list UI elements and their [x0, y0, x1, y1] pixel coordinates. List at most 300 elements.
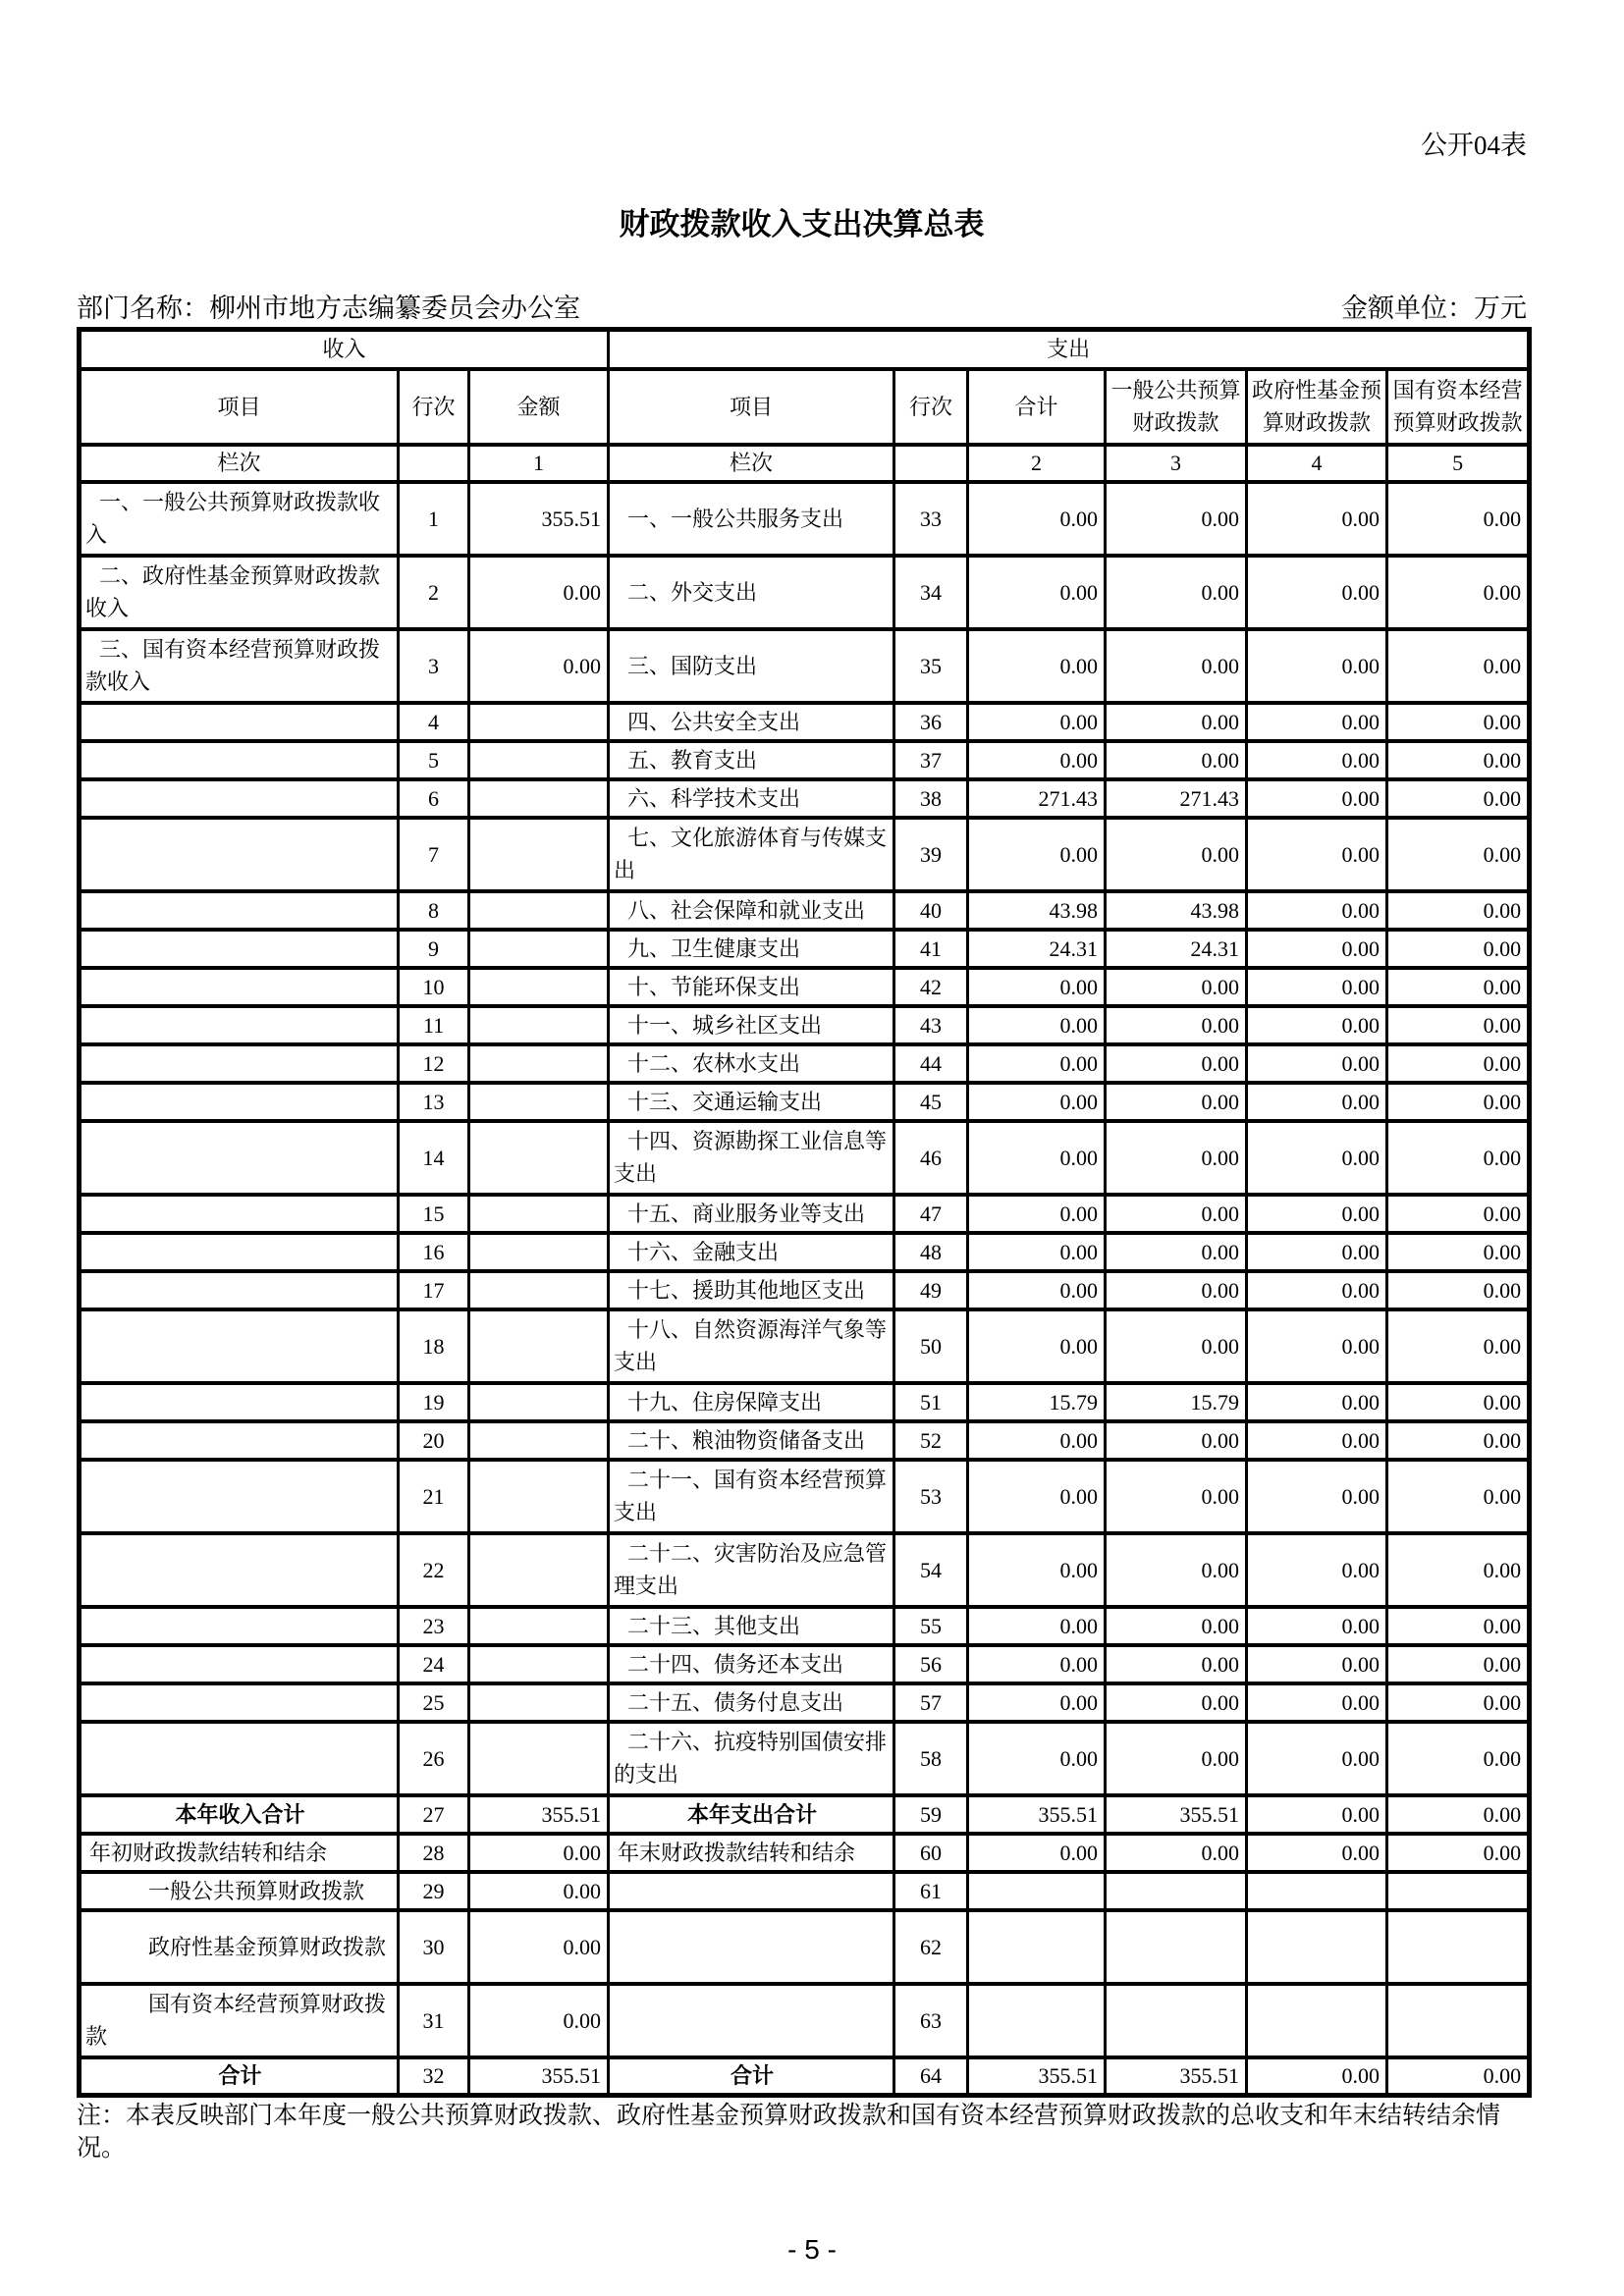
colindex-income-label: 栏次 [80, 445, 399, 482]
cell-gov-fund: 0.00 [1247, 1233, 1387, 1271]
cell-income-amount [469, 1683, 609, 1722]
table-row [80, 818, 1530, 891]
cell-general-budget: 0.00 [1106, 1195, 1247, 1233]
cell-general-budget: 0.00 [1106, 1421, 1247, 1460]
cell-income-item [80, 741, 399, 779]
cell-gov-fund: 0.00 [1247, 1121, 1387, 1195]
cell-expense-item: 十五、商业服务业等支出 [609, 1195, 894, 1233]
cell-income-amount [469, 1121, 609, 1195]
cell-expense-row: 51 [894, 1383, 968, 1421]
table-row [80, 482, 1530, 556]
cell-income-row: 11 [399, 1006, 469, 1044]
colindex-total: 2 [968, 445, 1106, 482]
cell-general-budget [1106, 1872, 1247, 1910]
column-header-row [80, 369, 1530, 445]
cell-income-amount [469, 703, 609, 741]
table-row [80, 1683, 1530, 1722]
table-head [80, 330, 1530, 482]
cell-income-amount [469, 930, 609, 968]
cell-state-capital: 0.00 [1387, 1834, 1530, 1872]
table-row [80, 1195, 1530, 1233]
cell-total: 0.00 [968, 1006, 1106, 1044]
cell-expense-row: 48 [894, 1233, 968, 1271]
cell-expense-row: 33 [894, 482, 968, 556]
col-header-income-amount: 金额 [469, 369, 609, 445]
cell-total: 0.00 [968, 1044, 1106, 1083]
cell-gov-fund [1247, 1872, 1387, 1910]
cell-income-amount [469, 1533, 609, 1607]
cell-general-budget: 0.00 [1106, 1607, 1247, 1645]
cell-income-amount [469, 1645, 609, 1683]
cell-general-budget: 0.00 [1106, 629, 1247, 703]
cell-total [968, 1984, 1106, 2057]
cell-gov-fund: 0.00 [1247, 1383, 1387, 1421]
cell-general-budget: 0.00 [1106, 1683, 1247, 1722]
cell-income-item [80, 1722, 399, 1795]
cell-gov-fund: 0.00 [1247, 1683, 1387, 1722]
cell-gov-fund: 0.00 [1247, 1533, 1387, 1607]
cell-gov-fund: 0.00 [1247, 1006, 1387, 1044]
cell-expense-row: 54 [894, 1533, 968, 1607]
table-body [80, 482, 1530, 2096]
table-row [80, 1233, 1530, 1271]
cell-expense-row: 41 [894, 930, 968, 968]
cell-income-row: 21 [399, 1460, 469, 1533]
cell-expense-row: 46 [894, 1121, 968, 1195]
col-header-state-capital: 国有资本经营预算财政拨款 [1387, 369, 1530, 445]
cell-income-amount [469, 1006, 609, 1044]
cell-state-capital [1387, 1984, 1530, 2057]
cell-expense-row: 57 [894, 1683, 968, 1722]
cell-total: 0.00 [968, 968, 1106, 1006]
cell-general-budget: 0.00 [1106, 1460, 1247, 1533]
cell-income-row: 8 [399, 891, 469, 930]
cell-state-capital: 0.00 [1387, 1533, 1530, 1607]
cell-income-amount [469, 1383, 609, 1421]
cell-gov-fund: 0.00 [1247, 1044, 1387, 1083]
cell-state-capital [1387, 1910, 1530, 1984]
cell-income-amount [469, 891, 609, 930]
cell-total: 24.31 [968, 930, 1106, 968]
cell-gov-fund: 0.00 [1247, 1795, 1387, 1834]
cell-total: 0.00 [968, 1271, 1106, 1309]
cell-income-amount [469, 1421, 609, 1460]
cell-gov-fund: 0.00 [1247, 1645, 1387, 1683]
table-row [80, 1722, 1530, 1795]
table-row [80, 2057, 1530, 2096]
cell-income-amount [469, 779, 609, 818]
cell-expense-item: 十二、农林水支出 [609, 1044, 894, 1083]
cell-expense-row: 60 [894, 1834, 968, 1872]
cell-income-amount: 0.00 [469, 1834, 609, 1872]
cell-general-budget: 0.00 [1106, 1083, 1247, 1121]
cell-gov-fund: 0.00 [1247, 703, 1387, 741]
cell-total: 0.00 [968, 1233, 1106, 1271]
cell-expense-item [609, 1984, 894, 2057]
cell-state-capital: 0.00 [1387, 930, 1530, 968]
cell-state-capital: 0.00 [1387, 1195, 1530, 1233]
cell-general-budget: 0.00 [1106, 741, 1247, 779]
cell-expense-item: 二十二、灾害防治及应急管理支出 [609, 1533, 894, 1607]
cell-income-amount [469, 1195, 609, 1233]
cell-income-amount [469, 1083, 609, 1121]
cell-general-budget [1106, 1910, 1247, 1984]
cell-total: 0.00 [968, 482, 1106, 556]
cell-total: 0.00 [968, 741, 1106, 779]
cell-state-capital: 0.00 [1387, 629, 1530, 703]
cell-state-capital: 0.00 [1387, 482, 1530, 556]
table-row [80, 779, 1530, 818]
table-row [80, 1872, 1530, 1910]
cell-state-capital: 0.00 [1387, 1121, 1530, 1195]
cell-expense-item: 三、国防支出 [609, 629, 894, 703]
cell-income-item [80, 1083, 399, 1121]
cell-general-budget: 0.00 [1106, 1722, 1247, 1795]
cell-income-item: 一般公共预算财政拨款 [80, 1872, 399, 1910]
cell-expense-row: 47 [894, 1195, 968, 1233]
group-header-expense: 支出 [609, 330, 1530, 369]
cell-expense-row: 53 [894, 1460, 968, 1533]
cell-general-budget: 24.31 [1106, 930, 1247, 968]
cell-gov-fund: 0.00 [1247, 741, 1387, 779]
cell-general-budget: 355.51 [1106, 1795, 1247, 1834]
cell-state-capital: 0.00 [1387, 1607, 1530, 1645]
cell-general-budget: 0.00 [1106, 1533, 1247, 1607]
cell-expense-row: 58 [894, 1722, 968, 1795]
cell-total: 43.98 [968, 891, 1106, 930]
cell-general-budget: 0.00 [1106, 482, 1247, 556]
group-header-income: 收入 [80, 330, 609, 369]
cell-income-item: 一、一般公共预算财政拨款收入 [80, 482, 399, 556]
cell-income-row: 14 [399, 1121, 469, 1195]
cell-gov-fund [1247, 1910, 1387, 1984]
col-header-expense-rownum: 行次 [894, 369, 968, 445]
cell-income-row: 5 [399, 741, 469, 779]
table-row [80, 1834, 1530, 1872]
cell-general-budget: 0.00 [1106, 1044, 1247, 1083]
cell-income-amount [469, 968, 609, 1006]
cell-total [968, 1910, 1106, 1984]
cell-state-capital: 0.00 [1387, 1309, 1530, 1383]
cell-income-amount: 355.51 [469, 1795, 609, 1834]
cell-expense-item: 二十五、债务付息支出 [609, 1683, 894, 1722]
table-row [80, 1533, 1530, 1607]
colindex-state-capital: 5 [1387, 445, 1530, 482]
cell-expense-item: 二、外交支出 [609, 556, 894, 629]
cell-state-capital [1387, 1872, 1530, 1910]
cell-gov-fund: 0.00 [1247, 556, 1387, 629]
cell-general-budget [1106, 1984, 1247, 2057]
cell-state-capital: 0.00 [1387, 1722, 1530, 1795]
cell-income-row: 15 [399, 1195, 469, 1233]
cell-gov-fund: 0.00 [1247, 968, 1387, 1006]
cell-income-item [80, 1271, 399, 1309]
cell-general-budget: 0.00 [1106, 1645, 1247, 1683]
cell-income-amount [469, 1044, 609, 1083]
colindex-gov-fund: 4 [1247, 445, 1387, 482]
cell-expense-item: 二十三、其他支出 [609, 1607, 894, 1645]
cell-income-row: 13 [399, 1083, 469, 1121]
cell-total: 0.00 [968, 1683, 1106, 1722]
cell-total [968, 1872, 1106, 1910]
cell-general-budget: 0.00 [1106, 556, 1247, 629]
cell-income-item: 政府性基金预算财政拨款 [80, 1910, 399, 1984]
cell-income-row: 7 [399, 818, 469, 891]
cell-general-budget: 0.00 [1106, 1233, 1247, 1271]
colindex-general-budget: 3 [1106, 445, 1247, 482]
cell-income-item [80, 1607, 399, 1645]
cell-expense-row: 44 [894, 1044, 968, 1083]
col-header-gov-fund: 政府性基金预算财政拨款 [1247, 369, 1387, 445]
cell-income-item [80, 891, 399, 930]
cell-income-item [80, 968, 399, 1006]
cell-income-row: 27 [399, 1795, 469, 1834]
table-row [80, 1984, 1530, 2057]
cell-gov-fund: 0.00 [1247, 1195, 1387, 1233]
table-row [80, 930, 1530, 968]
cell-total: 0.00 [968, 818, 1106, 891]
doc-label: 公开04表 [1421, 131, 1527, 160]
cell-gov-fund: 0.00 [1247, 482, 1387, 556]
cell-state-capital: 0.00 [1387, 1006, 1530, 1044]
cell-income-amount: 0.00 [469, 1984, 609, 2057]
cell-income-row: 32 [399, 2057, 469, 2096]
cell-expense-row: 36 [894, 703, 968, 741]
cell-income-amount [469, 741, 609, 779]
cell-general-budget: 0.00 [1106, 1271, 1247, 1309]
colindex-income-rownum-blank [399, 445, 469, 482]
cell-gov-fund: 0.00 [1247, 629, 1387, 703]
cell-income-item [80, 1006, 399, 1044]
cell-gov-fund: 0.00 [1247, 1607, 1387, 1645]
cell-state-capital: 0.00 [1387, 1383, 1530, 1421]
cell-state-capital: 0.00 [1387, 703, 1530, 741]
cell-state-capital: 0.00 [1387, 891, 1530, 930]
cell-total: 0.00 [968, 1121, 1106, 1195]
cell-income-amount [469, 1460, 609, 1533]
cell-state-capital: 0.00 [1387, 1795, 1530, 1834]
cell-expense-row: 34 [894, 556, 968, 629]
cell-income-row: 6 [399, 779, 469, 818]
cell-income-row: 25 [399, 1683, 469, 1722]
table-row [80, 556, 1530, 629]
cell-total: 0.00 [968, 703, 1106, 741]
col-header-income-item: 项目 [80, 369, 399, 445]
cell-gov-fund: 0.00 [1247, 1460, 1387, 1533]
budget-table [77, 327, 1532, 2098]
table-row [80, 1421, 1530, 1460]
cell-general-budget: 0.00 [1106, 1121, 1247, 1195]
cell-expense-item [609, 1910, 894, 1984]
footnote: 注：本表反映部门本年度一般公共预算财政拨款、政府性基金预算财政拨款和国有资本经营预算财政拨款的总收支和年末结转结余情况。 [77, 2103, 1501, 2162]
cell-income-row: 16 [399, 1233, 469, 1271]
table-row [80, 1121, 1530, 1195]
table-row [80, 1910, 1530, 1984]
cell-gov-fund: 0.00 [1247, 1834, 1387, 1872]
cell-income-amount [469, 1309, 609, 1383]
cell-income-item: 本年收入合计 [80, 1795, 399, 1834]
cell-income-item [80, 1460, 399, 1533]
cell-income-item [80, 703, 399, 741]
cell-gov-fund: 0.00 [1247, 1421, 1387, 1460]
cell-income-row: 12 [399, 1044, 469, 1083]
cell-income-item [80, 1309, 399, 1383]
cell-expense-item: 九、卫生健康支出 [609, 930, 894, 968]
cell-state-capital: 0.00 [1387, 2057, 1530, 2096]
table-row [80, 1044, 1530, 1083]
cell-gov-fund [1247, 1984, 1387, 2057]
cell-income-item [80, 1121, 399, 1195]
cell-income-row: 28 [399, 1834, 469, 1872]
cell-expense-item: 六、科学技术支出 [609, 779, 894, 818]
cell-expense-item: 二十一、国有资本经营预算支出 [609, 1460, 894, 1533]
cell-income-amount: 355.51 [469, 2057, 609, 2096]
cell-expense-item: 五、教育支出 [609, 741, 894, 779]
cell-expense-row: 52 [894, 1421, 968, 1460]
cell-state-capital: 0.00 [1387, 1645, 1530, 1683]
cell-general-budget: 0.00 [1106, 1006, 1247, 1044]
cell-general-budget: 0.00 [1106, 968, 1247, 1006]
cell-total: 355.51 [968, 1795, 1106, 1834]
cell-income-row: 23 [399, 1607, 469, 1645]
cell-total: 0.00 [968, 1309, 1106, 1383]
cell-total: 0.00 [968, 556, 1106, 629]
cell-income-item [80, 1233, 399, 1271]
cell-income-row: 17 [399, 1271, 469, 1309]
cell-gov-fund: 0.00 [1247, 930, 1387, 968]
cell-expense-row: 35 [894, 629, 968, 703]
table-row [80, 741, 1530, 779]
cell-gov-fund: 0.00 [1247, 2057, 1387, 2096]
cell-expense-row: 43 [894, 1006, 968, 1044]
cell-expense-item: 七、文化旅游体育与传媒支出 [609, 818, 894, 891]
cell-income-amount [469, 1722, 609, 1795]
cell-income-row: 24 [399, 1645, 469, 1683]
cell-state-capital: 0.00 [1387, 779, 1530, 818]
cell-expense-row: 37 [894, 741, 968, 779]
cell-expense-item: 十七、援助其他地区支出 [609, 1271, 894, 1309]
cell-expense-row: 42 [894, 968, 968, 1006]
cell-gov-fund: 0.00 [1247, 818, 1387, 891]
table-row [80, 1795, 1530, 1834]
cell-income-item [80, 779, 399, 818]
cell-expense-item: 本年支出合计 [609, 1795, 894, 1834]
cell-income-amount [469, 818, 609, 891]
cell-total: 0.00 [968, 1195, 1106, 1233]
cell-general-budget: 0.00 [1106, 818, 1247, 891]
page-title: 财政拨款收入支出决算总表 [619, 207, 985, 241]
cell-expense-row: 50 [894, 1309, 968, 1383]
col-header-total: 合计 [968, 369, 1106, 445]
cell-income-row: 1 [399, 482, 469, 556]
cell-expense-item: 二十四、债务还本支出 [609, 1645, 894, 1683]
cell-income-amount [469, 1607, 609, 1645]
cell-income-item [80, 1683, 399, 1722]
cell-income-amount [469, 1271, 609, 1309]
department-name: 部门名称：柳州市地方志编纂委员会办公室 [77, 294, 580, 323]
table-row [80, 1383, 1530, 1421]
cell-income-item [80, 930, 399, 968]
amount-unit: 金额单位：万元 [1341, 294, 1527, 323]
cell-income-item [80, 1044, 399, 1083]
cell-expense-item: 十、节能环保支出 [609, 968, 894, 1006]
cell-total: 0.00 [968, 1533, 1106, 1607]
table-row [80, 968, 1530, 1006]
table-row [80, 1645, 1530, 1683]
col-header-income-rownum: 行次 [399, 369, 469, 445]
cell-total: 0.00 [968, 1421, 1106, 1460]
cell-income-row: 4 [399, 703, 469, 741]
table-row [80, 703, 1530, 741]
cell-expense-item: 十四、资源勘探工业信息等支出 [609, 1121, 894, 1195]
cell-state-capital: 0.00 [1387, 1460, 1530, 1533]
cell-income-item [80, 1533, 399, 1607]
cell-total: 0.00 [968, 1722, 1106, 1795]
table-row [80, 1083, 1530, 1121]
meta-row [77, 287, 1527, 325]
cell-income-row: 22 [399, 1533, 469, 1607]
cell-income-row: 9 [399, 930, 469, 968]
cell-gov-fund: 0.00 [1247, 1271, 1387, 1309]
cell-total: 271.43 [968, 779, 1106, 818]
cell-gov-fund: 0.00 [1247, 1309, 1387, 1383]
cell-income-item [80, 1383, 399, 1421]
cell-expense-row: 40 [894, 891, 968, 930]
cell-total: 355.51 [968, 2057, 1106, 2096]
cell-expense-item: 二十、粮油物资储备支出 [609, 1421, 894, 1460]
cell-state-capital: 0.00 [1387, 1083, 1530, 1121]
cell-expense-row: 55 [894, 1607, 968, 1645]
cell-general-budget: 271.43 [1106, 779, 1247, 818]
colindex-income-amount: 1 [469, 445, 609, 482]
cell-income-amount: 355.51 [469, 482, 609, 556]
cell-gov-fund: 0.00 [1247, 779, 1387, 818]
cell-expense-item: 十三、交通运输支出 [609, 1083, 894, 1121]
cell-state-capital: 0.00 [1387, 1683, 1530, 1722]
table-row [80, 1607, 1530, 1645]
group-header-row [80, 330, 1530, 369]
cell-expense-row: 62 [894, 1910, 968, 1984]
cell-expense-row: 56 [894, 1645, 968, 1683]
cell-expense-item: 合计 [609, 2057, 894, 2096]
table-row [80, 1460, 1530, 1533]
cell-general-budget: 0.00 [1106, 703, 1247, 741]
cell-total: 0.00 [968, 1460, 1106, 1533]
cell-state-capital: 0.00 [1387, 1044, 1530, 1083]
cell-gov-fund: 0.00 [1247, 1722, 1387, 1795]
cell-expense-item [609, 1872, 894, 1910]
cell-expense-item: 八、社会保障和就业支出 [609, 891, 894, 930]
cell-income-item [80, 818, 399, 891]
cell-expense-row: 59 [894, 1795, 968, 1834]
cell-income-amount: 0.00 [469, 1872, 609, 1910]
cell-expense-item: 十六、金融支出 [609, 1233, 894, 1271]
cell-total: 0.00 [968, 1645, 1106, 1683]
cell-gov-fund: 0.00 [1247, 1083, 1387, 1121]
cell-total: 0.00 [968, 1834, 1106, 1872]
cell-general-budget: 355.51 [1106, 2057, 1247, 2096]
cell-total: 0.00 [968, 1083, 1106, 1121]
cell-expense-row: 39 [894, 818, 968, 891]
cell-state-capital: 0.00 [1387, 1421, 1530, 1460]
table-row [80, 1006, 1530, 1044]
cell-income-item: 国有资本经营预算财政拨款 [80, 1984, 399, 2057]
cell-income-item: 年初财政拨款结转和结余 [80, 1834, 399, 1872]
cell-expense-row: 61 [894, 1872, 968, 1910]
cell-expense-row: 64 [894, 2057, 968, 2096]
cell-income-item: 三、国有资本经营预算财政拨款收入 [80, 629, 399, 703]
cell-expense-item: 四、公共安全支出 [609, 703, 894, 741]
